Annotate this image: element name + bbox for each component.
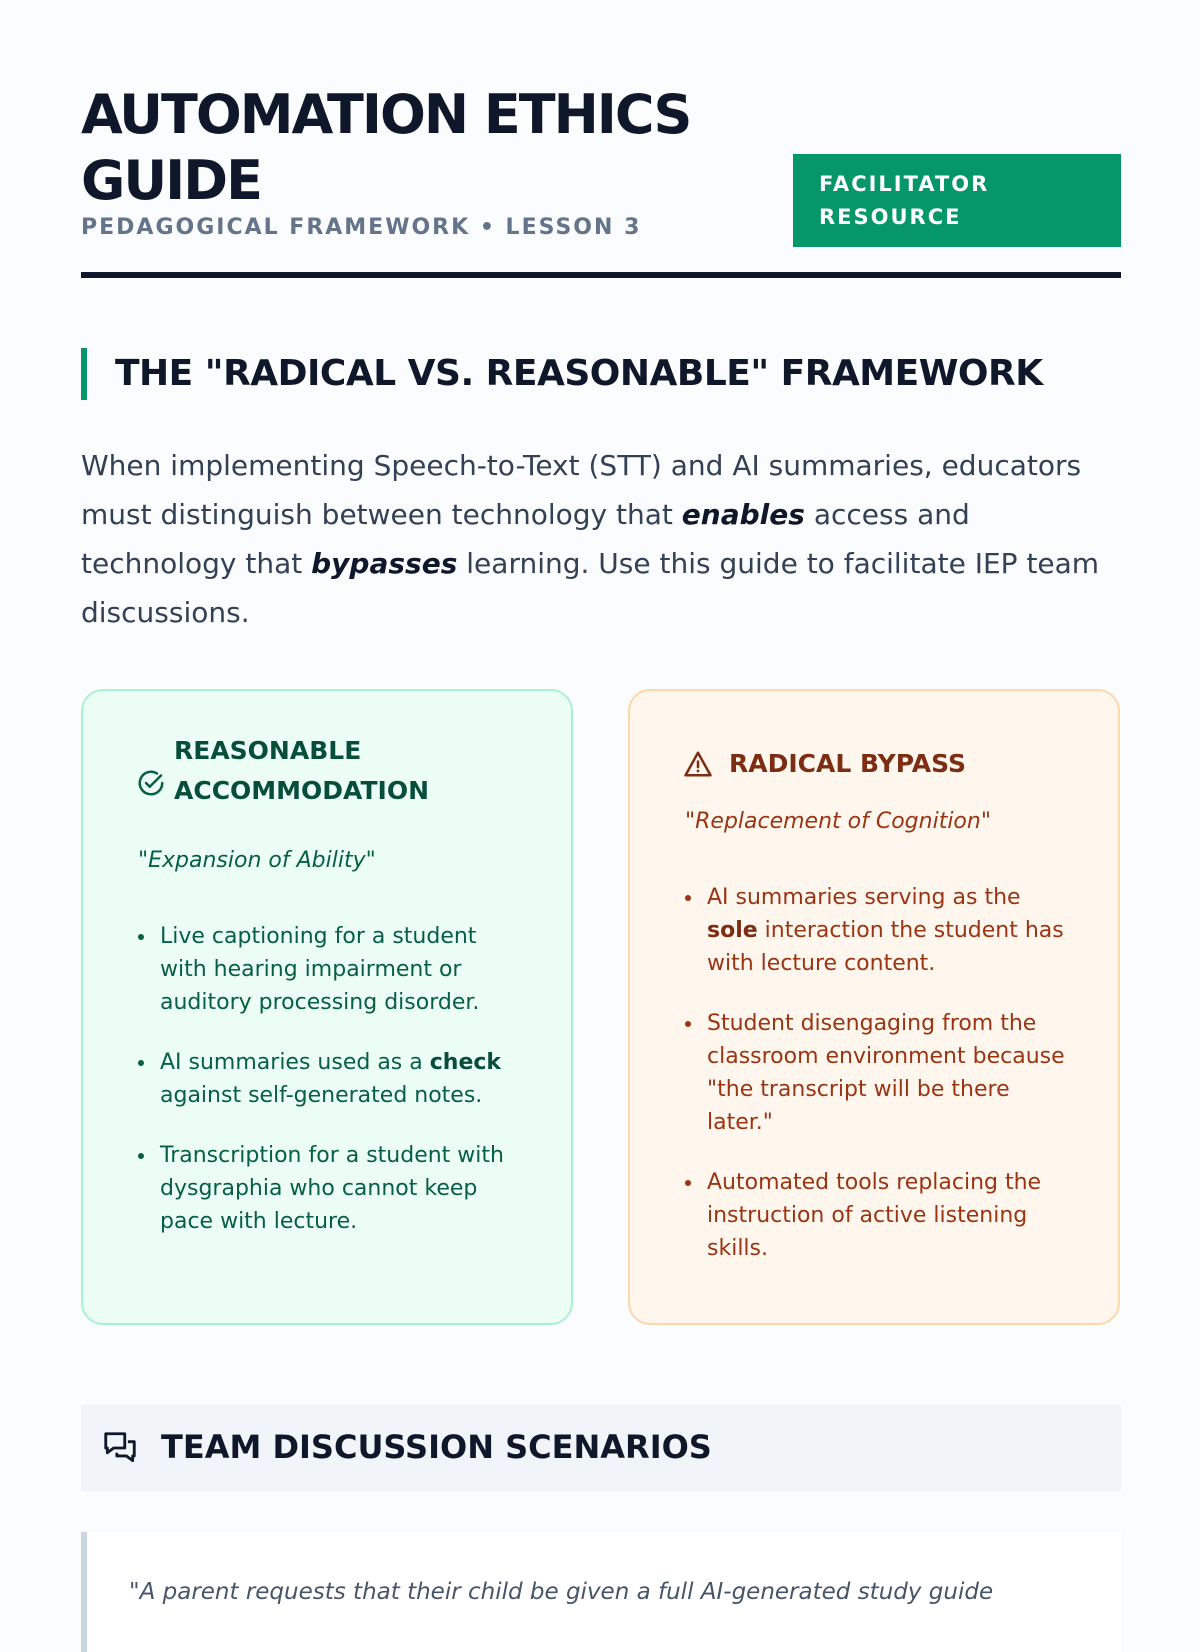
discussion-section-header: [81, 1405, 1121, 1491]
framework-title: THE "RADICAL VS. REASONABLE" FRAMEWORK: [115, 353, 1043, 394]
intro-part-2: access and technology that: [81, 498, 970, 580]
radical-card-title: RADICAL BYPASS: [729, 749, 967, 778]
reasonable-title-line-2: ACCOMMODATION: [174, 776, 429, 805]
document-header: [81, 82, 1121, 282]
page-title: [81, 82, 781, 214]
discussion-title: TEAM DISCUSSION SCENARIOS: [161, 1428, 712, 1466]
check-circle-icon: [136, 768, 166, 798]
list-item-text-after: against self-generated notes.: [160, 1083, 483, 1108]
radical-card-quote: "Replacement of Cognition": [685, 809, 991, 834]
list-item-bold: check: [429, 1050, 502, 1075]
list-item-text-after: interaction the student has with lecture content.: [707, 918, 1064, 976]
scenario-card: [81, 1532, 1121, 1652]
list-item-text-before: AI summaries serving as the: [707, 885, 1021, 910]
intro-part-3: learning. Use this guide to facilitate IEP team discussions.: [81, 547, 1100, 629]
warning-triangle-icon: [683, 749, 713, 779]
list-item: [138, 1046, 518, 1112]
list-item: [138, 920, 518, 1019]
reasonable-title-line-1: REASONABLE: [174, 736, 362, 765]
radical-bypass-card: [628, 689, 1120, 1325]
scenario-accent-bar: [81, 1532, 87, 1652]
intro-part-1: When implementing Speech-to-Text (STT) and AI summaries, educators must distinguish between technology that: [81, 449, 1082, 531]
list-item: [685, 881, 1070, 980]
list-item: [685, 1166, 1070, 1265]
reasonable-card-title: [174, 731, 429, 811]
list-item: [138, 1139, 518, 1238]
scenario-text: "A parent requests that their child be given a full AI-generated study guide: [129, 1579, 994, 1605]
intro-emphasis-bypasses: bypasses: [311, 547, 458, 580]
reasonable-card-list: [138, 920, 518, 1265]
list-item-text: Student disengaging from the classroom environment because "the transcript will be there later.": [707, 1011, 1065, 1135]
heading-accent-bar: [81, 348, 87, 400]
list-item-bold: sole: [707, 918, 758, 943]
facilitator-badge: [793, 154, 1121, 247]
list-item-text: Live captioning for a student with hearing impairment or auditory processing disorder.: [160, 924, 480, 1015]
header-divider: [81, 272, 1121, 278]
badge-line-2: RESOURCE: [819, 205, 962, 229]
chat-bubbles-icon: [101, 1429, 139, 1467]
badge-line-1: FACILITATOR: [819, 172, 990, 196]
page-subtitle: PEDAGOGICAL FRAMEWORK • LESSON 3: [81, 215, 642, 240]
list-item: [685, 1007, 1070, 1139]
list-item-text: Automated tools replacing the instruction of active listening skills.: [707, 1170, 1042, 1261]
reasonable-accommodation-card: [81, 689, 573, 1325]
title-line-2: GUIDE: [81, 149, 261, 212]
list-item-text-before: AI summaries used as a: [160, 1050, 430, 1075]
list-item-text: Transcription for a student with dysgraphia who cannot keep pace with lecture.: [160, 1143, 504, 1234]
radical-card-list: [685, 881, 1070, 1292]
intro-emphasis-enables: enables: [681, 498, 805, 531]
framework-heading: [81, 348, 1121, 400]
reasonable-card-quote: "Expansion of Ability": [138, 848, 376, 873]
title-line-1: AUTOMATION ETHICS: [81, 83, 691, 146]
intro-paragraph: [81, 441, 1121, 637]
